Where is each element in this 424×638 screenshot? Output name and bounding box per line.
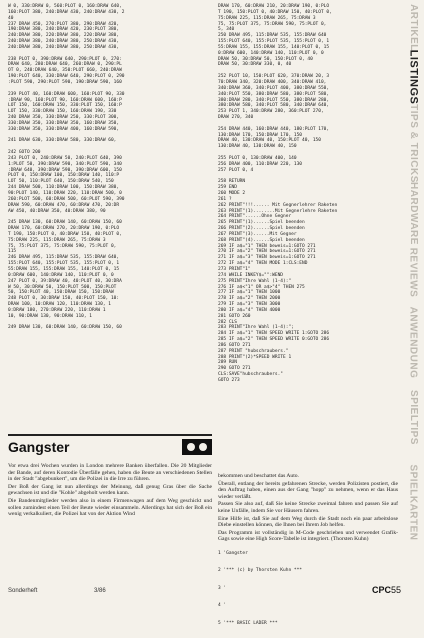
article-body-right (218, 473, 398, 543)
code-line: 240:DRAW 380, 220:DRAW 380, 220:DRAW 380, (8, 33, 120, 39)
code-line: 3 ' (218, 585, 227, 591)
article-paragraph: Der Boß der Gang ist nun allerdings der Meinung, daß genug Gras über die Sache gewachsen ist und die "Kohle" abgeholt werden kann. (8, 483, 212, 497)
code-line: 290 GOTO 271 (218, 366, 251, 372)
code-line: 287 PRINT "hubschraubers." (218, 348, 289, 354)
code-line: 242 GOTO 200 (8, 150, 41, 156)
code-line: 265 PRINT"(1)......Spiel beenden (218, 220, 305, 226)
code-line: 255 PLOT 0, 130:DRAW 400, 140 (218, 155, 297, 161)
code-line: 10, 90:DRAW 130, 90:DRAW 110, 1 (8, 313, 92, 319)
code-line: 272 IF a$="4" THEN MODE 1:CLS:END (218, 261, 308, 267)
code-line: 257 PLOT 0, 4 (218, 167, 254, 173)
article-paragraph: bekommen und beschattet das Auto. (218, 473, 299, 479)
footer-magazine-name: CPC (372, 585, 392, 595)
code-line: 240:DRAW 380, 240:DRAW 380, 250:DRAW 430, (8, 44, 120, 50)
code-line: 4 ' (218, 603, 227, 609)
code-line: OT 0, 240:DRAW 640, 350:PLOT 660, 240:DRAW (8, 68, 122, 74)
code-line: 285 IF a$="2" THEN SPEED WRITE 0:GOTO 286 (218, 337, 330, 343)
code-line: 254 DRAW 440, 160:DRAW 440, 180:PLOT 170, (218, 126, 330, 132)
code-line: 0:DRAW 600, 140:DRAW 140, 110:PLOT 0, 0 (218, 50, 324, 56)
code-line: 1 'Gangster (218, 550, 248, 556)
code-line: 160:PLOT 380, 240:DRAW 430, 240:DRAW 430, 2 (8, 9, 125, 15)
code-line: 240 DRAW 350, 330:DRAW 250, 330:PLOT 300, (8, 115, 120, 121)
article-header (8, 434, 212, 458)
code-line: 258 RETURN (218, 179, 246, 185)
article-title: Gangster (8, 439, 70, 455)
code-line: W 0, 330:DRAW 0, 560:PLOT 0, 160:DRAW 640, (8, 4, 122, 9)
code-line: 0:DRAW 600, 140:DRAW 140, 110:PLOT 0, 0 (8, 272, 114, 278)
code-line: T 190, 150:PLOT 0, 40:DRAW 150, 40:PLOT 0, (218, 9, 332, 15)
code-line: 330:DRAW 350, 330:DRAW 400, 160:DRAW 590, (8, 126, 120, 132)
code-line: 1:PLOT 50, 390:DRAW 590, 340:PLOT 590, 340 (8, 161, 122, 167)
code-line: 274 WHILE INKEY$="":WEND (218, 272, 284, 278)
code-line: 288 PRINT"(2)*SPEED WRITE 1 (218, 354, 292, 360)
tab-reviews[interactable]: REVIEWS (407, 247, 419, 297)
code-line: 282 CLS (218, 319, 237, 325)
code-line: DRAW 50, 30:DRAW 50, 150:PLOT 0, 40 (218, 56, 313, 62)
code-line: 249 DRAW 130, 60:DRAW 140, 60:DRAW 150, 60 (8, 325, 122, 331)
code-line: 246 DRAW 495, 115:DRAW 535, 155:DRAW 640, (8, 255, 120, 261)
code-line: 283 PRINT"Ihre Wahl (1-4):"; (218, 325, 294, 331)
code-line: 245 DRAW 130, 60:DRAW 140, 60:DRAW 150, 60 (8, 220, 122, 226)
code-line: 190:PLOT 640, 330:DRAW 640, 290:PLOT 0, 290 (8, 74, 125, 80)
code-line: 263 PRINT"(1)........Mit Gegnerlehre Raketen (218, 208, 338, 214)
code-line: 252 PLOT 10, 150:PLOT 620, 370:DRAW 20, 3 (218, 74, 330, 80)
code-line: 75:DRAW 225, 115:DRAW 265, 75:DRAW 3 (218, 15, 316, 21)
code-line: 262 PRINT"!!!...... Mit Gegnerlehrer Raketen (218, 202, 338, 208)
code-line: 277 IF a$="1" THEN 1000 (218, 290, 281, 296)
code-line: LOT 150, 160:DRAW 150, 330:PLOT 150, 160:P (8, 103, 122, 109)
code-line: :DRAW 640, 390:DRAW 590, 390:DRAW 600, 150 (8, 167, 122, 173)
code-line: AW 450, 40:DRAW 350, 40:DRAW 380, 90 (8, 208, 106, 214)
code-line: 5, 340 (218, 27, 235, 33)
code-line: 247 PLOT 0, 39:DRAW 40, 40:PLOT 40, 30:DRA (8, 278, 122, 284)
code-line: 275 PRINT"Ihre Wahl (1-4):" (218, 278, 292, 284)
code-line: 55:DRAW 155, 155:DRAW 155, 140:PLOT 0, 15 (218, 44, 330, 50)
code-line: DRAW 100, 10:DRAW 120, 110:DRAW 130, 1 (8, 302, 111, 308)
tab-tips-tricks[interactable]: TIPS & TRICKS (407, 103, 419, 183)
tab-anwendung[interactable]: ANWENDUNG (407, 306, 419, 378)
code-line: 130:DRAW 40, 130:DRAW 40, 150 (218, 144, 297, 150)
listing-left-column (8, 4, 212, 432)
code-line: 286 GOTO 271 (218, 342, 251, 348)
article-body-left (8, 463, 212, 585)
code-line: 237 DRAW 450, 270:PLOT 380, 290:DRAW 420, (8, 21, 120, 27)
code-line: 40 (8, 15, 14, 21)
footer-edition: Sonderheft (8, 588, 38, 594)
code-line: 248 PLOT 0, 30:DRAW 150, 40:PLOT 150, 10: (8, 296, 120, 302)
article-paragraph: Überall, entlang der bereits gefahrenen Strecke, werden Polizisten postiert, die den Auftrag haben, einen aus der Gang "hopp" zu nehmen, wenn er das Haus wieder verläßt. (218, 480, 398, 500)
page-number: 55 (391, 585, 402, 595)
code-line: :DRAW 90, 160:PLOT 90, 160:DRAW 600, 160:P (8, 97, 122, 103)
code-line: 259 END (218, 185, 237, 191)
code-line: DRAW 270, 340 (218, 115, 254, 121)
code-line: 340:DRAW 360, 340:PLOT 400, 380:DRAW 550, (218, 85, 330, 91)
code-line: 75, 75:PLOT 375, 75:DRAW 590, 75:PLOT 0, (218, 21, 327, 27)
code-line: 190:DRAW 380, 240:DRAW 420, 230:PLOT 380, (8, 27, 120, 33)
code-line: 260 MODE 2 (218, 191, 246, 196)
article-paragraph: Das Programm ist vollständig in M-Code geschrieben und verwendet Grafik-Gags sowie eine High Score-Tabelle ist integriert. (Thorsten Kuhn) (218, 529, 398, 543)
code-line: GOTO 273 (218, 378, 240, 383)
code-line: 266 PRINT"(2)......Spiel beenden (218, 226, 305, 232)
code-line: 70:DRAW 340, 320:DRAW 400, 340:DRAW 410, (218, 79, 327, 85)
code-line: DRAW 40, 130:DRAW 40, 150:PLOT 40, 150 (218, 138, 321, 144)
code-line: 273 PRINT"1" (218, 266, 251, 272)
code-line: 276 IF a$<"1" OR a$>"4" THEN 275 (218, 284, 305, 290)
code-line: PLOT 0, 150:DRAW 100, 150:DRAW 140, 110:P (8, 173, 120, 179)
code-line: 270 IF a$="2" THEN beweis=1:GOTO 271 (218, 249, 316, 255)
code-line: 330:DRAW 350, 330:DRAW 350, 160:DRAW 350, (8, 120, 120, 126)
code-line: 75:DRAW 225, 115:DRAW 265, 75:DRAW 3 (8, 237, 106, 243)
code-line: 271 IF a$="3" THEN beweis=1:GOTO 271 (218, 255, 316, 261)
code-line: 75, 75:PLOT 375, 75:DRAW 590, 75:PLOT 0, (8, 243, 117, 249)
code-line: DRAW 50, 30:DRAW 330, 0, 40 (218, 62, 292, 68)
listing-right-column (218, 4, 398, 472)
code-line: DRAW 170, 60:DRAW 210, 20:DRAW 190, 0:PLO (218, 4, 330, 9)
code-line: 115 (8, 249, 17, 255)
code-line: 279 IF a$="3" THEN 3000 (218, 302, 281, 308)
code-line: 130:DRAW 170, 150:DRAW 170, 150 (218, 132, 302, 138)
code-line: 281 GOTO 260 (218, 313, 251, 319)
code-line: DRAW 590, 60:DRAW 470, 60:DRAW 470, 20:DR (8, 202, 120, 208)
footer-issue: 3/86 (94, 588, 106, 594)
section-tab-strip (402, 0, 424, 600)
code-line: 269 IF a$="1" THEN beweis=1:GOTO 271 (218, 243, 316, 249)
code-line: 239 PLOT 40, 160:DRAW 600, 160:PLOT 90, 330 (8, 91, 125, 97)
code-line: 240:DRAW 380, 240:DRAW 380, 250:DRAW 430, (8, 39, 120, 45)
code-line: 244 DRAW 500, 110:DRAW 100, 150:DRAW 380, (8, 185, 120, 191)
tab-listings[interactable]: LISTINGS (407, 49, 420, 105)
code-line: 0:DRAW 180, 270:DRAW 220, 110:DRAW 1 (8, 307, 106, 313)
code-line: 155:PLOT 640, 155:PLOT 535, 155:PLOT 0, 1 (8, 261, 120, 267)
code-line: 241 DRAW 630, 330:DRAW 580, 330:DRAW 60, (8, 138, 117, 144)
article-paragraph: Eine Hilfe ist, daß Sie auf dem Weg durch die Stadt noch ein paar arbeitslose Diebe einstellen können, die Ihnen bei Ihrem Job helfen. (218, 515, 398, 529)
code-line: 267 PRINT"(3)......Mit Gegner (218, 231, 297, 237)
code-line: 243 PLOT 0, 240:DRAW 50, 240:PLOT 640, 390 (8, 155, 122, 161)
code-line: 340:PLOT 550, 380:DRAW 580, 380:PLOT 580, (218, 91, 330, 97)
code-line: 250 DRAW 495, 115:DRAW 535, 155:DRAW 640 (218, 33, 327, 39)
code-line: 155:PLOT 640, 155:PLOT 535, 155:PLOT 0, 1 (218, 39, 330, 45)
code-line: 380:DRAW 280, 340:PLOT 550, 380:DRAW 280, (218, 97, 330, 103)
code-line: 253 PLOT 1, 340:DRAW 280, 360:PLOT 270, (218, 109, 324, 115)
code-line: :PLOT 590, 290:PLOT 590, 190:DRAW 590, 160 (8, 79, 122, 85)
code-line: 380:DRAW 580, 340:PLOT 580, 340:DRAW 640, (218, 103, 330, 109)
code-line: LOT 50, 110:PLOT 640, 150:DRAW 540, 150 (8, 179, 114, 185)
tab-hardware[interactable]: HARDWARE (407, 181, 419, 245)
code-line: 280 IF a$="4" THEN 4000 (218, 307, 281, 313)
code-line: 260:PLOT 500, 60:DRAW 500, 60:PLOT 590, 390 (8, 196, 125, 202)
code-line: 264 PRINT"......Ohne Gegner (218, 214, 292, 220)
code-line: T 190, 150:PLOT 0, 40:DRAW 150, 40:PLOT 0, (8, 231, 122, 237)
code-line: 268 PRINT"(4)......Spiel beenden (218, 237, 305, 243)
article-paragraph: Vor etwa drei Wochen wurden in London mehrere Banken überfallen. Die 20 Mitglieder der Bande, auf deren Kontodie Überfälle gehen, haben die Beute an verschiedenen Stellen in der Stadt "abgebunkert", um die Polizei in die Irre zu führen. (8, 463, 212, 483)
code-line: 55:DRAW 155, 155:DRAW 155, 140:PLOT 0, 15 (8, 266, 120, 272)
code-line: 261 ? (218, 196, 232, 202)
code-line: 90:PLOT 140, 110:DRAW 220, 110:DRAW 500, 0 (8, 191, 122, 196)
code-line: 278 IF a$="2" THEN 2000 (218, 296, 281, 302)
code-line: 238 PLOT 0, 390:DRAW 640, 290:PLOT 0, 270: (8, 56, 122, 62)
code-line: 256 DRAW 400, 110:DRAW 220, 130 (218, 161, 302, 167)
code-line: 289 RUN (218, 360, 237, 366)
code-line: 50, 150:PLOT 40, 150:DRAW 150, 150:DRAW (8, 290, 114, 296)
article-paragraph: Passen Sie also auf, daß Sie keine Strecke zweimal fahren und passen Sie auf keine Unfälle, indem Sie vor Häusern fahren. (218, 501, 398, 514)
code-line: LOT 150, 330:DRAW 150, 160:DRAW 190, 330 (8, 109, 117, 115)
code-line: CLS:SAVE"hubschraubers." (218, 372, 284, 378)
code-line: 5 '*** BASIC LADER *** (218, 620, 278, 626)
article-paragraph: Die Bandenmitglieder werden also in einem Firmenwagen auf dem Weg geschickt und sollen zumindest einen Teil der Beute wieder einsammeln. Allerdings hat sich der Boß ein wenig verkalkuliert, die Polizei hat von der Aktion Wind (8, 497, 212, 518)
code-line: W 50, 30:DRAW 50, 150:PLOT 500, 150:PLOT (8, 284, 117, 290)
code-line: DRAW 170, 60:DRAW 270, 20:DRAW 190, 0:PLO (8, 226, 120, 232)
code-line: 2 '*** (c) by Thorsten Kuhn *** (218, 568, 302, 574)
code-line: 284 IF a$="1" THEN SPEED WRITE 1:GOTO 286 (218, 331, 330, 337)
tab-spieltips[interactable]: SPIELTIPS (407, 389, 419, 445)
cassette-icon (182, 439, 212, 455)
tab-spielkarten[interactable]: SPIELKARTEN (407, 463, 419, 541)
code-line: DRAW 640, 280:DRAW 640, 260:DRAW 0, 290:PL (8, 62, 122, 68)
tab-artikel[interactable]: ARTIKEL (407, 3, 419, 51)
